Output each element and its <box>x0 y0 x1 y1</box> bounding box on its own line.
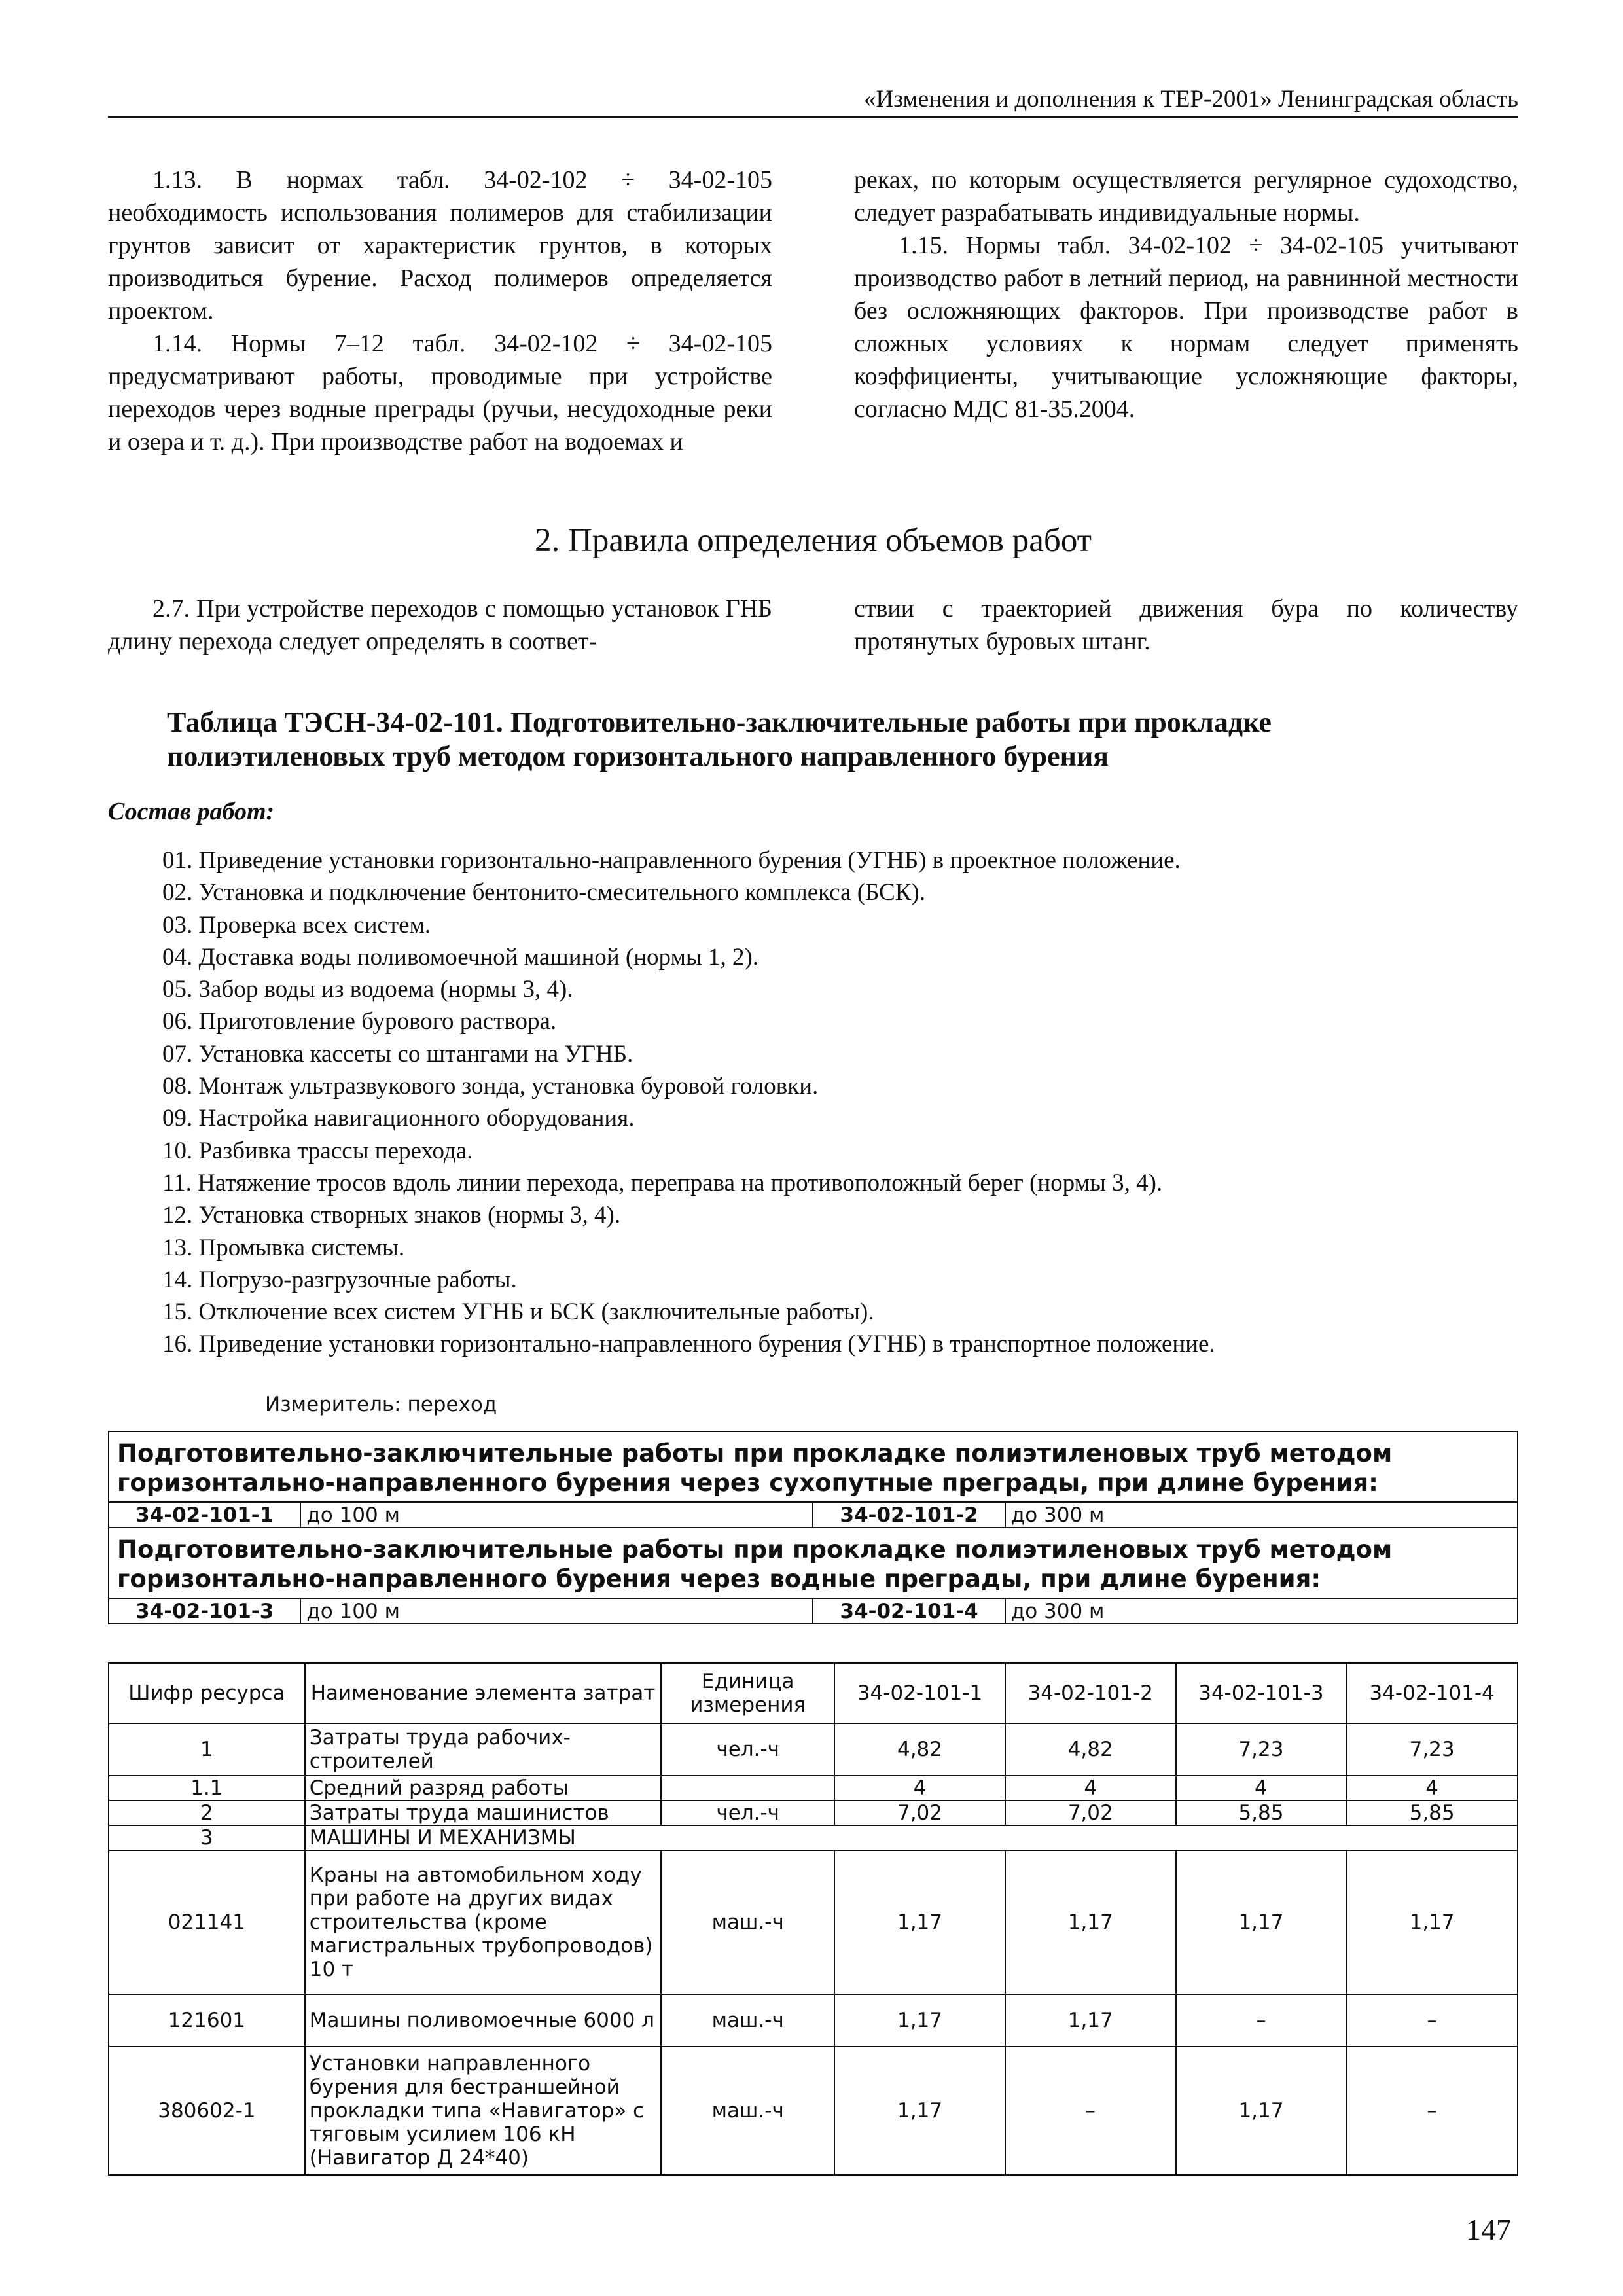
norm-code: 34-02-101-2 <box>813 1502 1005 1528</box>
column-header: 34-02-101-1 <box>834 1663 1005 1723</box>
resource-name: Затраты труда машинистов <box>305 1801 662 1825</box>
group-desc-row <box>109 1528 1518 1598</box>
resource-unit: чел.-ч <box>661 1801 834 1825</box>
column-header: Наименование элемента затрат <box>305 1663 662 1723</box>
resource-code: 1.1 <box>109 1776 305 1801</box>
norm-length: до 100 м <box>300 1598 813 1624</box>
works-list <box>162 844 1215 1361</box>
table-row <box>109 1723 1518 1776</box>
table-section-row <box>109 1825 1518 1850</box>
group-codes-row <box>109 1598 1518 1624</box>
work-item: 02. Установка и подключение бентонито-смесительного комплекса (БСК). <box>162 879 925 906</box>
column-header: Единица измерения <box>661 1663 834 1723</box>
work-item: 01. Приведение установки горизонтально-направленного бурения (УГНБ) в проектное положение. <box>162 847 1181 874</box>
work-item: 06. Приготовление бурового раствора. <box>162 1008 557 1035</box>
resource-value: – <box>1005 2047 1176 2175</box>
resource-table <box>108 1662 1518 2176</box>
resource-unit <box>661 1776 834 1801</box>
running-header: «Изменения и дополнения к ТЕР-2001» Ленинградская область <box>864 86 1518 113</box>
resource-code: 2 <box>109 1801 305 1825</box>
resource-name: Средний разряд работы <box>305 1776 662 1801</box>
work-item: 13. Промывка системы. <box>162 1234 405 1261</box>
section-title: 2. Правила определения объемов работ <box>535 522 1092 559</box>
table-header-row <box>109 1663 1518 1723</box>
resource-value: 4,82 <box>1005 1723 1176 1776</box>
section-right-column <box>854 592 1518 658</box>
resource-value: 1,17 <box>1346 1850 1518 1994</box>
resource-code: 1 <box>109 1723 305 1776</box>
norm-code: 34-02-101-4 <box>813 1598 1005 1624</box>
section-left-column <box>108 592 772 658</box>
column-header: 34-02-101-3 <box>1176 1663 1347 1723</box>
resource-name: Краны на автомобильном ходу при работе на других видах строительства (кроме магистральных трубопроводов) 10 т <box>305 1850 662 1994</box>
resource-value: 7,02 <box>1005 1801 1176 1825</box>
resource-value: 5,85 <box>1346 1801 1518 1825</box>
resource-name: Затраты труда рабочих-строителей <box>305 1723 662 1776</box>
section-label: МАШИНЫ И МЕХАНИЗМЫ <box>305 1825 1518 1850</box>
norm-length: до 300 м <box>1005 1502 1518 1528</box>
intro-left-column <box>108 164 772 458</box>
group-desc-row <box>109 1431 1518 1502</box>
resource-code: 3 <box>109 1825 305 1850</box>
paragraph-1-14: 1.14. Нормы 7–12 табл. 34-02-102 ÷ 34-02-105 предусматривают работы, проводимые при устройстве переходов через водные преграды (ручьи, несудоходные реки и озера и т. д.). При производстве работ на водоемах и <box>108 330 772 456</box>
resource-value: 1,17 <box>1176 2047 1347 2175</box>
header-rule <box>108 116 1518 118</box>
norm-groups-table <box>108 1431 1518 1624</box>
resource-value: 4 <box>834 1776 1005 1801</box>
work-item: 10. Разбивка трассы перехода. <box>162 1137 473 1164</box>
work-item: 04. Доставка воды поливомоечной машиной (нормы 1, 2). <box>162 943 759 971</box>
group-codes-row <box>109 1502 1518 1528</box>
group-description: Подготовительно-заключительные работы при прокладке полиэтиленовых труб методом горизонтально-направленного бурения через сухопутные преграды, при длине бурения: <box>109 1431 1518 1502</box>
work-item: 15. Отключение всех систем УГНБ и БСК (заключительные работы). <box>162 1299 874 1326</box>
paragraph-1-14-continued: реках, по которым осуществляется регулярное судоходство, следует разрабатывать индивидуальные нормы. <box>854 166 1518 226</box>
resource-code: 021141 <box>109 1850 305 1994</box>
resource-unit: маш.-ч <box>661 2047 834 2175</box>
resource-value: 4 <box>1005 1776 1176 1801</box>
resource-value: 1,17 <box>1176 1850 1347 1994</box>
column-header: 34-02-101-2 <box>1005 1663 1176 1723</box>
table-row <box>109 1776 1518 1801</box>
resource-name: Установки направленного бурения для бестраншейной прокладки типа «Навигатор» с тяговым усилием 106 кН (Навигатор Д 24*40) <box>305 2047 662 2175</box>
resource-value: 7,02 <box>834 1801 1005 1825</box>
resource-value: – <box>1176 1994 1347 2047</box>
work-item: 03. Проверка всех систем. <box>162 911 431 939</box>
resource-unit: маш.-ч <box>661 1994 834 2047</box>
resource-value: 1,17 <box>834 1994 1005 2047</box>
paragraph-1-13: 1.13. В нормах табл. 34-02-102 ÷ 34-02-105 необходимость использования полимеров для стабилизации грунтов зависит от характеристик грунтов, в которых производиться бурение. Расход полимеров определяется проектом. <box>108 166 772 325</box>
table-title: Таблица ТЭСН-34-02-101. Подготовительно-заключительные работы при прокладке полиэтиленовых труб методом горизонтального направленного бурения <box>167 706 1272 772</box>
resource-value: 4,82 <box>834 1723 1005 1776</box>
table-row <box>109 1994 1518 2047</box>
work-item: 16. Приведение установки горизонтально-направленного бурения (УГНБ) в транспортное положение. <box>162 1331 1215 1358</box>
resource-value: – <box>1346 2047 1518 2175</box>
sostav-label: Состав работ: <box>108 798 275 825</box>
work-item: 05. Забор воды из водоема (нормы 3, 4). <box>162 976 573 1003</box>
resource-value: – <box>1346 1994 1518 2047</box>
resource-value: 4 <box>1176 1776 1347 1801</box>
table-row <box>109 1850 1518 1994</box>
work-item: 11. Натяжение тросов вдоль линии перехода, переправа на противоположный берег (нормы 3, 4). <box>162 1169 1163 1196</box>
work-item: 08. Монтаж ультразвукового зонда, установка буровой головки. <box>162 1073 819 1100</box>
page-number: 147 <box>1466 2213 1511 2246</box>
work-item: 09. Настройка навигационного оборудования. <box>162 1105 635 1132</box>
paragraph-2-7-continued: ствии с траекторией движения бура по количеству протянутых буровых штанг. <box>854 595 1518 655</box>
resource-code: 380602-1 <box>109 2047 305 2175</box>
group-description: Подготовительно-заключительные работы при прокладке полиэтиленовых труб методом горизонтально-направленного бурения через водные преграды, при длине бурения: <box>109 1528 1518 1598</box>
norm-length: до 300 м <box>1005 1598 1518 1624</box>
resource-value: 5,85 <box>1176 1801 1347 1825</box>
norm-code: 34-02-101-1 <box>109 1502 300 1528</box>
resource-name: Машины поливомоечные 6000 л <box>305 1994 662 2047</box>
resource-code: 121601 <box>109 1994 305 2047</box>
table-row <box>109 2047 1518 2175</box>
table-row <box>109 1801 1518 1825</box>
intro-right-column <box>854 164 1518 425</box>
resource-value: 1,17 <box>1005 1850 1176 1994</box>
work-item: 12. Установка створных знаков (нормы 3, 4). <box>162 1202 621 1229</box>
norm-length: до 100 м <box>300 1502 813 1528</box>
paragraph-1-15: 1.15. Нормы табл. 34-02-102 ÷ 34-02-105 учитывают производство работ в летний период, на равнинной местности без осложняющих факторов. При производстве работ в сложных условиях к нормам следует применять коэффициенты, учитывающие усложняющие факторы, согласно МДС 81-35.2004. <box>854 232 1518 423</box>
resource-value: 7,23 <box>1346 1723 1518 1776</box>
paragraph-2-7: 2.7. При устройстве переходов с помощью установок ГНБ длину перехода следует определять в соответ- <box>108 595 772 655</box>
resource-unit: маш.-ч <box>661 1850 834 1994</box>
work-item: 14. Погрузо-разгрузочные работы. <box>162 1266 517 1293</box>
resource-value: 1,17 <box>1005 1994 1176 2047</box>
work-item: 07. Установка кассеты со штангами на УГНБ. <box>162 1040 633 1067</box>
column-header: 34-02-101-4 <box>1346 1663 1518 1723</box>
resource-value: 1,17 <box>834 1850 1005 1994</box>
measure-unit: Измеритель: переход <box>265 1393 497 1416</box>
resource-unit: чел.-ч <box>661 1723 834 1776</box>
resource-value: 1,17 <box>834 2047 1005 2175</box>
resource-value: 7,23 <box>1176 1723 1347 1776</box>
norm-code: 34-02-101-3 <box>109 1598 300 1624</box>
column-header: Шифр ресурса <box>109 1663 305 1723</box>
resource-value: 4 <box>1346 1776 1518 1801</box>
